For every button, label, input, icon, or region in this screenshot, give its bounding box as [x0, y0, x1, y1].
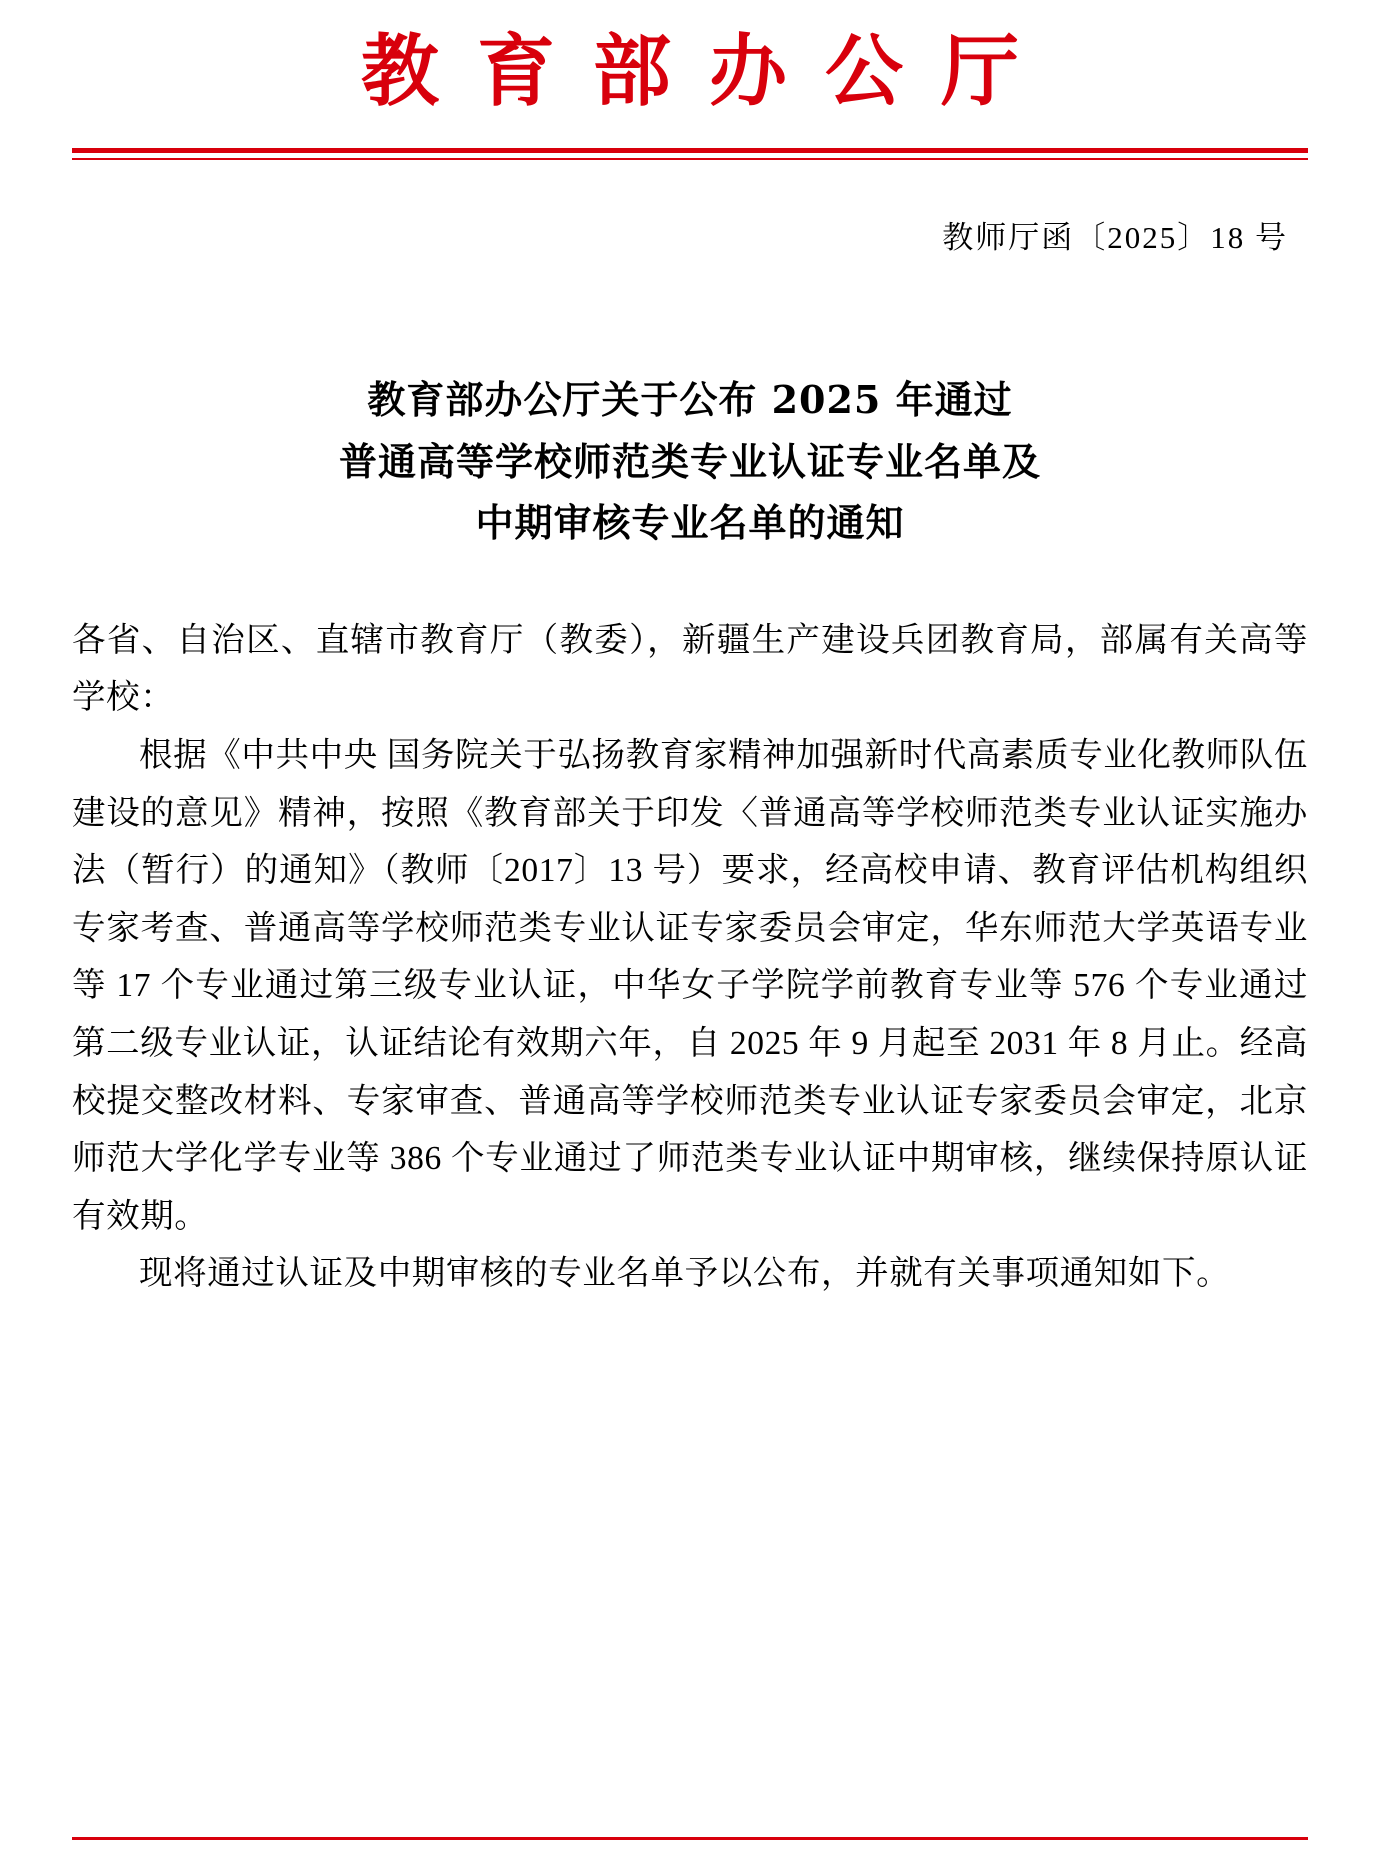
- title-line-1: 教育部办公厅关于公布 2025 年通过: [367, 377, 1013, 423]
- addressee-line: 各省、自治区、直辖市教育厅（教委），新疆生产建设兵团教育局，部属有关高等学校：: [72, 621, 1308, 717]
- masthead: [72, 0, 1308, 118]
- document-title: [72, 369, 1308, 554]
- issuing-authority-title: 教育部办公厅: [360, 26, 1057, 117]
- title-line-3: 中期审核专业名单的通知: [475, 500, 905, 546]
- title-line-2: 普通高等学校师范类专业认证专业名单及: [338, 438, 1041, 484]
- body-paragraph-2: 现将通过认证及中期审核的专业名单予以公布，并就有关事项通知如下。: [139, 1255, 1231, 1293]
- document-body: [72, 612, 1308, 1303]
- footer-divider-line: [72, 1837, 1308, 1840]
- body-paragraph-1: 根据《中共中央 国务院关于弘扬教育家精神加强新时代高素质专业化教师队伍建设的意见》精神，按照《教育部关于印发〈普通高等学校师范类专业认证实施办法（暂行）的通知》（教师〔2017〕13 号）要求，经高校申请、教育评估机构组织专家考查、普通高等学校师范类专业认证专家委员会审定，华东师范大学英语专业等 17 个专业通过第三级专业认证，中华女子学院学前教育专业等 576 个专业通过第二级专业认证，认证结论有效期六年，自 2025 年 9 月起至 2031 年 8 月止。经高校提交整改材料、专家审查、普通高等学校师范类专业认证专家委员会审定，北京师范大学化学专业等 386 个专业通过了师范类专业认证中期审核，继续保持原认证有效期。: [72, 736, 1308, 1235]
- divider-thin-line: [72, 158, 1308, 160]
- document-number: 教师厅函〔2025〕18 号: [942, 220, 1288, 256]
- document-number-row: [72, 212, 1308, 257]
- masthead-divider: [72, 148, 1308, 160]
